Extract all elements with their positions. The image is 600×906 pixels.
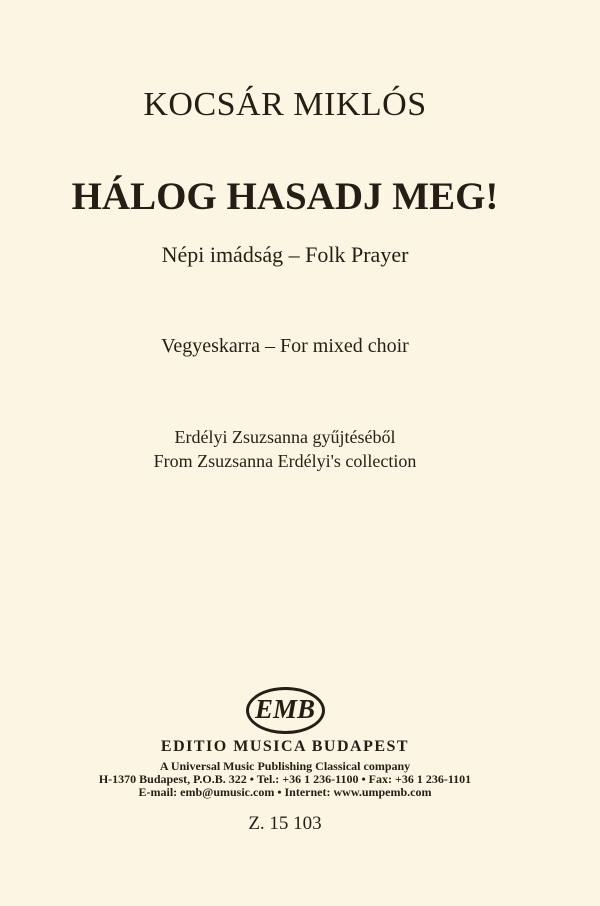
work-title: HÁLOG HASADJ MEG!	[71, 175, 499, 218]
publisher-contact-line: E-mail: emb@umusic.com • Internet: www.umpemb.com	[138, 785, 432, 799]
emb-logo	[246, 687, 325, 734]
scoring-line: Vegyeskarra – For mixed choir	[161, 335, 409, 357]
plate-number: Z. 15 103	[248, 813, 322, 834]
collection-note-english: From Zsuzsanna Erdélyi's collection	[153, 451, 417, 471]
composer-name: KOCSÁR MIKLÓS	[143, 86, 427, 123]
publisher-name: EDITIO MUSICA BUDAPEST	[160, 738, 410, 755]
publisher-address-line: H-1370 Budapest, P.O.B. 322 • Tel.: +36 1 236-1100 • Fax: +36 1 236-1101	[98, 772, 472, 786]
collection-note-hungarian: Erdélyi Zsuzsanna gyűjtéséből	[174, 427, 396, 447]
publisher-company-line: A Universal Music Publishing Classical company	[159, 759, 411, 773]
work-subtitle: Népi imádság – Folk Prayer	[161, 242, 409, 267]
collection-note	[0, 425, 570, 473]
emb-logo-text: EMB	[254, 694, 316, 724]
publisher-logo-area	[0, 687, 570, 734]
